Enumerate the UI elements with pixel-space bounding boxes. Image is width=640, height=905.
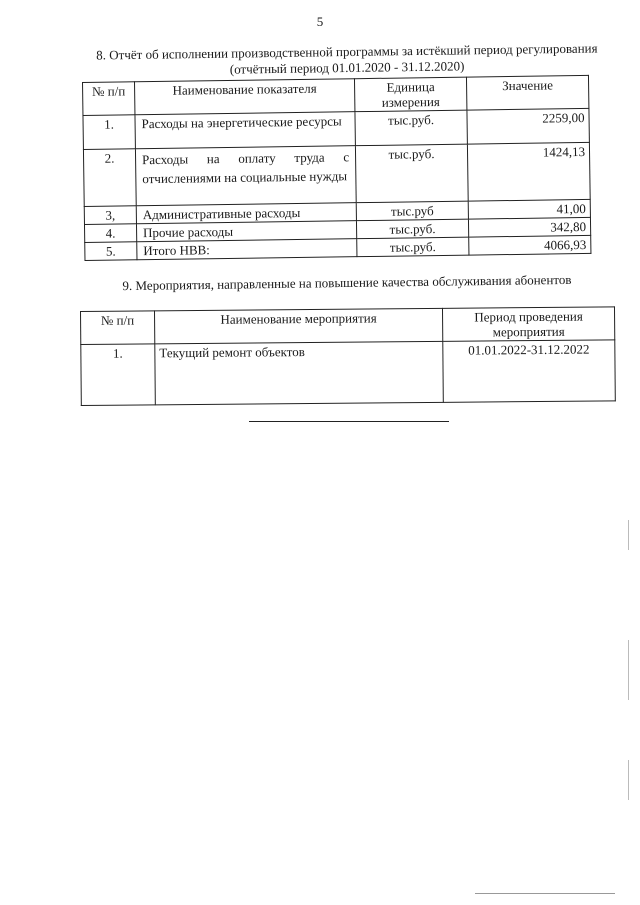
row-num: 2. xyxy=(83,149,136,207)
section-8-heading: 8. Отчёт об исполнении производственной программы за истёкший период регулирования (отчётный период 01.01.2020 - 31.12.2020) xyxy=(96,40,598,77)
row-unit: тыс.руб. xyxy=(355,144,468,203)
scan-margin-mark xyxy=(628,760,629,800)
row-name: Прочие расходы xyxy=(136,221,356,242)
row-value: 4066,93 xyxy=(469,235,591,255)
row-name: Административные расходы xyxy=(136,203,356,224)
row-num: 4. xyxy=(84,224,136,243)
row-unit: тыс.руб xyxy=(356,201,468,221)
row-unit: тыс.руб. xyxy=(356,219,468,239)
row-value: 342,80 xyxy=(468,217,590,237)
header-indicator-name: Наименование показателя xyxy=(135,79,355,115)
production-program-report-table xyxy=(82,75,591,261)
header-period: Период проведения мероприятия xyxy=(442,307,614,341)
row-name: Расходы на энергетические ресурсы xyxy=(135,112,355,149)
row-value: 2259,00 xyxy=(467,108,589,144)
row-name: Итого НВВ: xyxy=(137,239,357,260)
header-num: № п/п xyxy=(83,82,135,116)
header-unit: Единица измерения xyxy=(354,77,466,112)
table-header-row xyxy=(81,307,615,345)
page-number: 5 xyxy=(316,14,324,29)
row-value: 1424,13 xyxy=(467,142,590,201)
scan-footer-line xyxy=(475,893,615,894)
header-measure-name: Наименование мероприятия xyxy=(155,308,443,344)
row-value: 41,00 xyxy=(468,199,590,219)
table-row xyxy=(81,340,616,406)
row-num: 1. xyxy=(81,344,156,406)
row-unit: тыс.руб. xyxy=(357,237,469,257)
scan-margin-mark xyxy=(628,520,629,550)
row-num: 3, xyxy=(84,206,136,225)
row-num: 1. xyxy=(83,115,135,150)
section-9-heading: 9. Мероприятия, направленные на повышение качества обслуживания абонентов xyxy=(122,271,572,294)
row-name: Текущий ремонт объектов xyxy=(155,341,444,405)
table-row xyxy=(83,142,590,206)
row-unit: тыс.руб. xyxy=(355,110,467,146)
row-num: 5. xyxy=(85,242,137,261)
scan-margin-mark xyxy=(628,640,629,700)
header-num: № п/п xyxy=(81,311,155,345)
service-quality-measures-table xyxy=(80,306,616,406)
row-period: 01.01.2022-31.12.2022 xyxy=(443,340,616,402)
row-name: Расходы на оплату труда с отчислениями на социальные нужды xyxy=(135,146,356,206)
header-value: Значение xyxy=(466,75,588,110)
end-separator-line xyxy=(249,421,449,422)
